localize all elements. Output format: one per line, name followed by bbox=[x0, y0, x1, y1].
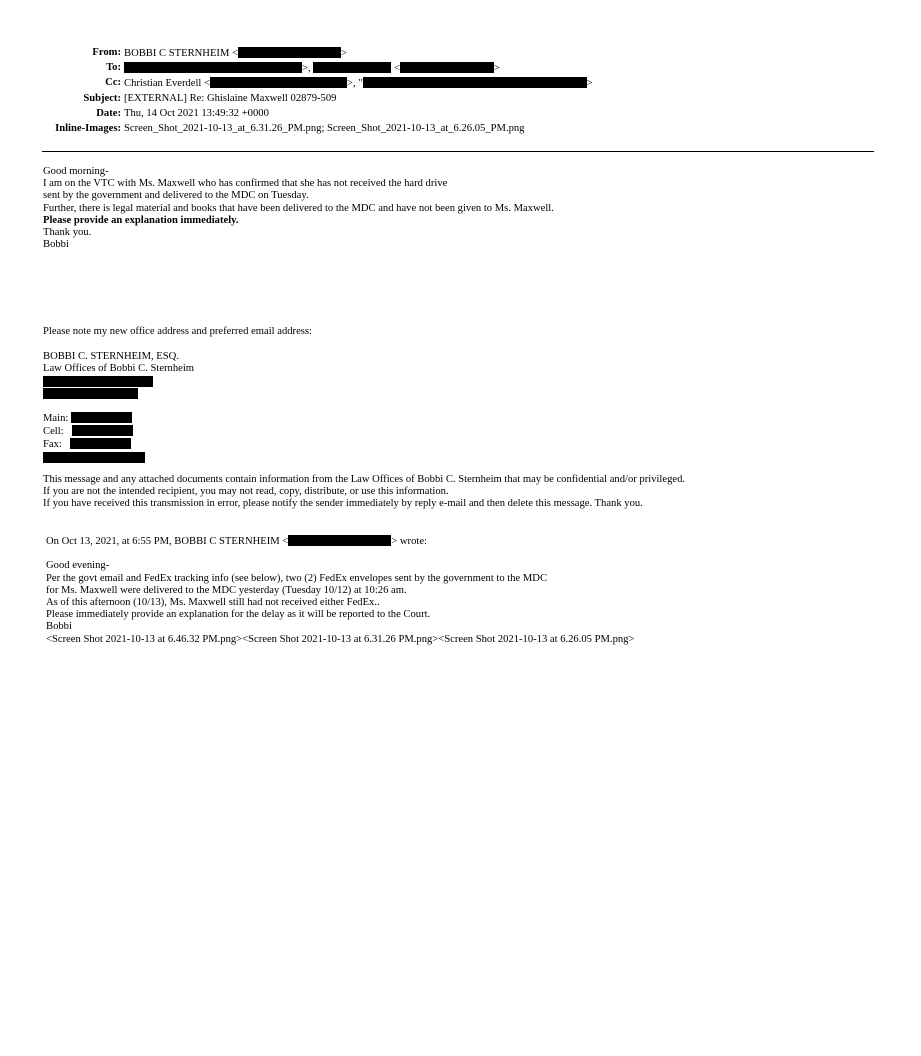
signature-block bbox=[43, 351, 883, 400]
subject-label: Subject: bbox=[83, 92, 121, 104]
main-phone-row: Main: bbox=[43, 412, 883, 425]
redaction-bar bbox=[400, 62, 494, 73]
cc-name: Christian Everdell < bbox=[124, 78, 210, 90]
signature-name: BOBBI C. STERNHEIM, ESQ. bbox=[43, 351, 179, 362]
from-row: From: BOBBI C STERNHEIM < > bbox=[40, 47, 880, 62]
from-name: BOBBI C STERNHEIM < bbox=[124, 48, 238, 59]
inline-images-value: Screen_Shot_2021-10-13_at_6.31.26_PM.png; Screen_Shot_2021-10-13_at_6.26.05_PM.png bbox=[124, 122, 525, 134]
redaction-bar bbox=[43, 452, 145, 463]
cc-row: Cc: Christian Everdell < >, " > bbox=[40, 77, 880, 92]
date-label: Date: bbox=[96, 107, 121, 119]
redaction-bar bbox=[313, 62, 391, 73]
confidentiality-disclaimer: This message and any attached documents contain information from the Law Offices of Bobbi C. Sternheim that may be confidential and/or privileged. If you are not the intended recipient, you may not read, copy, distribute, or use this information. If you have received this transmission in error, please notify the sender immediately by reply e-mail and then delete this message. Thank you. bbox=[43, 474, 686, 510]
quoted-line: Good evening- bbox=[46, 560, 110, 572]
redaction-bar bbox=[72, 425, 133, 436]
quoted-line: As of this afternoon (10/13), Ms. Maxwell still had not received either FedEx.. bbox=[46, 597, 380, 608]
cell-phone-row: Cell: bbox=[43, 425, 883, 438]
body-line: sent by the government and delivered to the MDC on Tuesday. bbox=[43, 190, 309, 202]
redaction-bar bbox=[124, 62, 302, 73]
quoted-message bbox=[46, 535, 886, 646]
redaction-bar bbox=[363, 77, 587, 88]
date-value: Thu, 14 Oct 2021 13:49:32 +0000 bbox=[124, 107, 269, 119]
email-header bbox=[40, 47, 880, 138]
date-row bbox=[40, 108, 880, 123]
redaction-bar bbox=[43, 376, 153, 387]
from-label: From: bbox=[92, 47, 121, 58]
redaction-bar bbox=[43, 388, 138, 399]
cc-label: Cc: bbox=[105, 77, 121, 89]
body-line: Good morning- bbox=[43, 166, 109, 177]
body-bold-line: Please provide an explanation immediately. bbox=[43, 214, 239, 226]
quoted-attachments: <Screen Shot 2021-10-13 at 6.46.32 PM.png><Screen Shot 2021-10-13 at 6.31.26 PM.png><Screen Shot 2021-10-13 at 6.26.05 PM.png> bbox=[46, 633, 635, 645]
header-divider bbox=[42, 151, 874, 152]
redaction-bar bbox=[238, 47, 341, 58]
closing-line: Thank you. bbox=[43, 227, 92, 239]
body-line: I am on the VTC with Ms. Maxwell who has confirmed that she has not received the hard drive bbox=[43, 178, 448, 190]
subject-row bbox=[40, 93, 880, 108]
signature-note: Please note my new office address and preferred email address: bbox=[43, 326, 312, 337]
closing-line: Bobbi bbox=[43, 239, 69, 251]
redaction-bar bbox=[70, 438, 131, 449]
redaction-bar bbox=[71, 412, 132, 423]
signature-firm: Law Offices of Bobbi C. Sternheim bbox=[43, 363, 195, 375]
contact-block bbox=[43, 412, 883, 465]
quoted-intro: On Oct 13, 2021, at 6:55 PM, BOBBI C STERNHEIM < > wrote: bbox=[46, 536, 427, 547]
body-line: Further, there is legal material and books that have been delivered to the MDC and have not been given to Ms. Maxwell. bbox=[43, 202, 554, 214]
inline-images-label: Inline-Images: bbox=[55, 122, 121, 134]
to-row: To: >, < > bbox=[40, 62, 880, 77]
quoted-line: Please immediately provide an explanation for the delay as it will be reported to the Court. bbox=[46, 609, 431, 621]
subject-value: [EXTERNAL] Re: Ghislaine Maxwell 02879-509 bbox=[124, 92, 337, 104]
quoted-line: Bobbi bbox=[46, 621, 72, 633]
redaction-bar bbox=[210, 77, 347, 88]
inline-images-row bbox=[40, 123, 880, 138]
message-body bbox=[43, 166, 883, 251]
fax-row: Fax: bbox=[43, 438, 883, 451]
quoted-line: for Ms. Maxwell were delivered to the MDC yesterday (Tuesday 10/12) at 10:26 am. bbox=[46, 584, 407, 596]
redaction-bar bbox=[288, 535, 391, 546]
quoted-line: Per the govt email and FedEx tracking info (see below), two (2) FedEx envelopes sent by the government to the MDC bbox=[46, 572, 548, 584]
to-label: To: bbox=[106, 62, 121, 74]
